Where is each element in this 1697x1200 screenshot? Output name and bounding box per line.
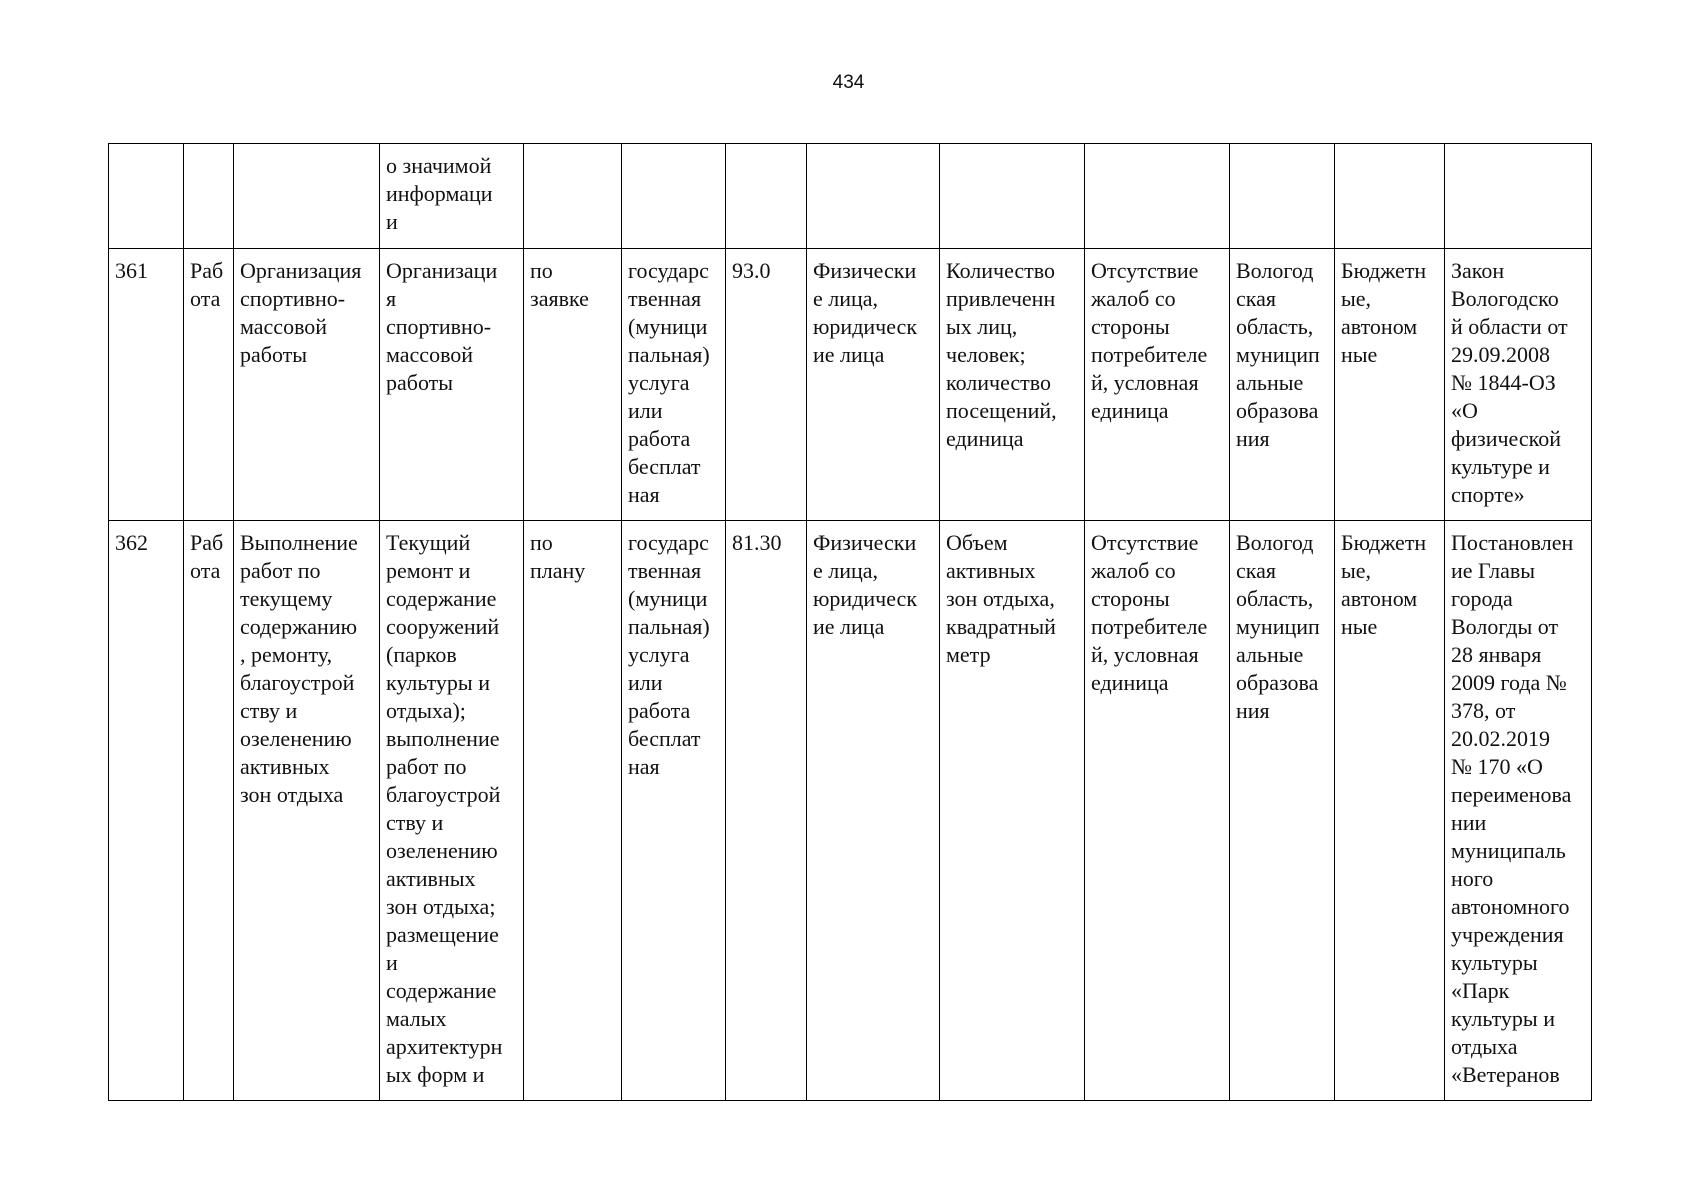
- cell-quality-indicator: Отсутствие жалоб со стороны потребителе й, условная единица: [1085, 521, 1230, 1101]
- cell-authority: Вологод ская область, муницип альные образова ния: [1230, 521, 1335, 1101]
- table-row: [109, 521, 1592, 1101]
- table-row: [109, 249, 1592, 521]
- table-row: [109, 144, 1592, 249]
- cell-consumers: Физически е лица, юридическ ие лица: [807, 249, 940, 521]
- cell-institution-type: Бюджетн ые, автоном ные: [1335, 249, 1445, 521]
- cell-service-name: Организация спортивно- массовой работы: [234, 249, 380, 521]
- cell-content: о значимой информаци и: [380, 144, 524, 249]
- page-number: 434: [832, 72, 865, 93]
- cell-number: 361: [109, 249, 184, 521]
- cell-institution-type: Бюджетн ые, автоном ные: [1335, 521, 1445, 1101]
- cell-type: Раб ота: [184, 521, 234, 1101]
- cell-content: Текущий ремонт и содержание сооружений (парков культуры и отдыха); выполнение работ по благоустрой ству и озеленению активных зон отдыха; размещение и содержание малых архитектурн ых форм и: [380, 521, 524, 1101]
- cell-service-name: Выполнение работ по текущему содержанию , ремонту, благоустрой ству и озеленению активных зон отдыха: [234, 521, 380, 1101]
- cell-kind: государс твенная (муници пальная) услуга или работа бесплат ная: [622, 249, 726, 521]
- cell-institution-type: [1335, 144, 1445, 249]
- cell-quality-indicator: [1085, 144, 1230, 249]
- cell-legal-basis: Закон Вологодско й области от 29.09.2008 № 1844-ОЗ «О физической культуре и спорте»: [1445, 249, 1592, 521]
- cell-kind: государс твенная (муници пальная) услуга или работа бесплат ная: [622, 521, 726, 1101]
- cell-content: Организаци я спортивно- массовой работы: [380, 249, 524, 521]
- cell-legal-basis: [1445, 144, 1592, 249]
- cell-type: Раб ота: [184, 249, 234, 521]
- cell-condition: [524, 144, 622, 249]
- cell-condition: по заявке: [524, 249, 622, 521]
- cell-code: 93.0: [726, 249, 807, 521]
- cell-legal-basis: Постановлен ие Главы города Вологды от 28 января 2009 года № 378, от 20.02.2019 № 170 «О переименова нии муниципаль ного автономного учреждения культуры «Парк культуры и отдыха «Ветеранов: [1445, 521, 1592, 1101]
- cell-kind: [622, 144, 726, 249]
- cell-volume-indicator: Количество привлеченн ых лиц, человек; количество посещений, единица: [940, 249, 1085, 521]
- cell-code: 81.30: [726, 521, 807, 1101]
- cell-authority: Вологод ская область, муницип альные образова ния: [1230, 249, 1335, 521]
- cell-volume-indicator: [940, 144, 1085, 249]
- cell-authority: [1230, 144, 1335, 249]
- cell-code: [726, 144, 807, 249]
- cell-number: 362: [109, 521, 184, 1101]
- cell-type: [184, 144, 234, 249]
- cell-volume-indicator: Объем активных зон отдыха, квадратный метр: [940, 521, 1085, 1101]
- cell-number: [109, 144, 184, 249]
- cell-condition: по плану: [524, 521, 622, 1101]
- cell-quality-indicator: Отсутствие жалоб со стороны потребителе й, условная единица: [1085, 249, 1230, 521]
- cell-consumers: Физически е лица, юридическ ие лица: [807, 521, 940, 1101]
- cell-consumers: [807, 144, 940, 249]
- cell-service-name: [234, 144, 380, 249]
- registry-table: [108, 143, 1592, 1101]
